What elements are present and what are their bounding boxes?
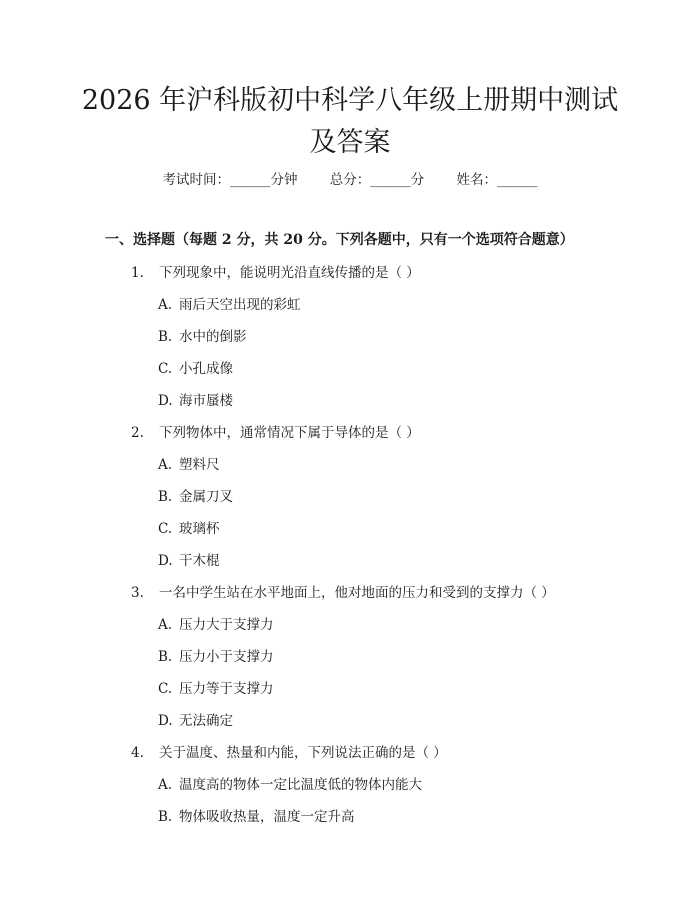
option-text: 干木棍 [179,553,220,569]
question-text: 下列物体中，通常情况下属于导体的是（ ） [159,425,420,441]
document-title [60,80,640,164]
option-letter: B. [158,809,173,825]
student-name-field: 姓名：______ [456,172,538,188]
option-letter: C. [158,681,173,697]
option-text: 压力小于支撑力 [179,649,274,665]
option-letter: C. [158,361,173,377]
option-letter: A. [158,777,173,793]
question-3-option-a [158,613,274,633]
question-3 [131,581,555,601]
question-1-option-d [158,389,233,409]
total-score-field: 总分：______分 [329,172,425,188]
question-2-option-d [158,549,220,569]
question-1-option-c [158,357,233,377]
question-4-option-b [158,805,355,825]
option-letter: A. [158,457,173,473]
title-line-1: 2026 年沪科版初中科学八年级上册期中测试 [81,85,619,116]
option-letter: D. [158,713,173,729]
option-text: 压力大于支撑力 [179,617,274,633]
option-letter: A. [158,617,173,633]
question-1 [131,261,420,281]
question-1-option-b [158,325,247,345]
question-2-option-c [158,517,220,537]
option-letter: D. [158,393,173,409]
option-letter: B. [158,329,173,345]
option-text: 塑料尺 [179,457,220,473]
question-2 [131,421,420,441]
question-3-option-c [158,677,274,697]
question-4-option-a [158,773,422,793]
exam-time-field: 考试时间：______分钟 [162,172,298,188]
option-text: 压力等于支撑力 [179,681,274,697]
question-2-option-a [158,453,220,473]
title-line-2: 及答案 [309,127,391,158]
option-letter: D. [158,553,173,569]
question-number: 3. [131,585,144,601]
option-text: 海市蜃楼 [179,393,233,409]
question-number: 4. [131,745,144,761]
section-heading: 一、选择题（每题 2 分，共 20 分。下列各题中，只有一个选项符合题意） [105,232,574,248]
option-text: 温度高的物体一定比温度低的物体内能大 [179,777,422,793]
question-4 [131,741,447,761]
option-letter: B. [158,489,173,505]
question-2-option-b [158,485,233,505]
question-3-option-b [158,645,274,665]
question-text: 关于温度、热量和内能，下列说法正确的是（ ） [159,745,447,761]
question-1-option-a [158,293,301,313]
option-text: 无法确定 [179,713,233,729]
option-text: 金属刀叉 [179,489,233,505]
option-text: 玻璃杯 [179,521,220,537]
question-text: 一名中学生站在水平地面上，他对地面的压力和受到的支撑力（ ） [159,585,555,601]
option-letter: A. [158,297,173,313]
exam-info-line [0,168,700,188]
question-number: 2. [131,425,144,441]
option-text: 小孔成像 [179,361,233,377]
option-letter: C. [158,521,173,537]
question-number: 1. [131,265,144,281]
question-text: 下列现象中，能说明光沿直线传播的是（ ） [159,265,420,281]
option-text: 物体吸收热量，温度一定升高 [179,809,355,825]
option-letter: B. [158,649,173,665]
option-text: 雨后天空出现的彩虹 [179,297,301,313]
option-text: 水中的倒影 [179,329,247,345]
question-3-option-d [158,709,233,729]
